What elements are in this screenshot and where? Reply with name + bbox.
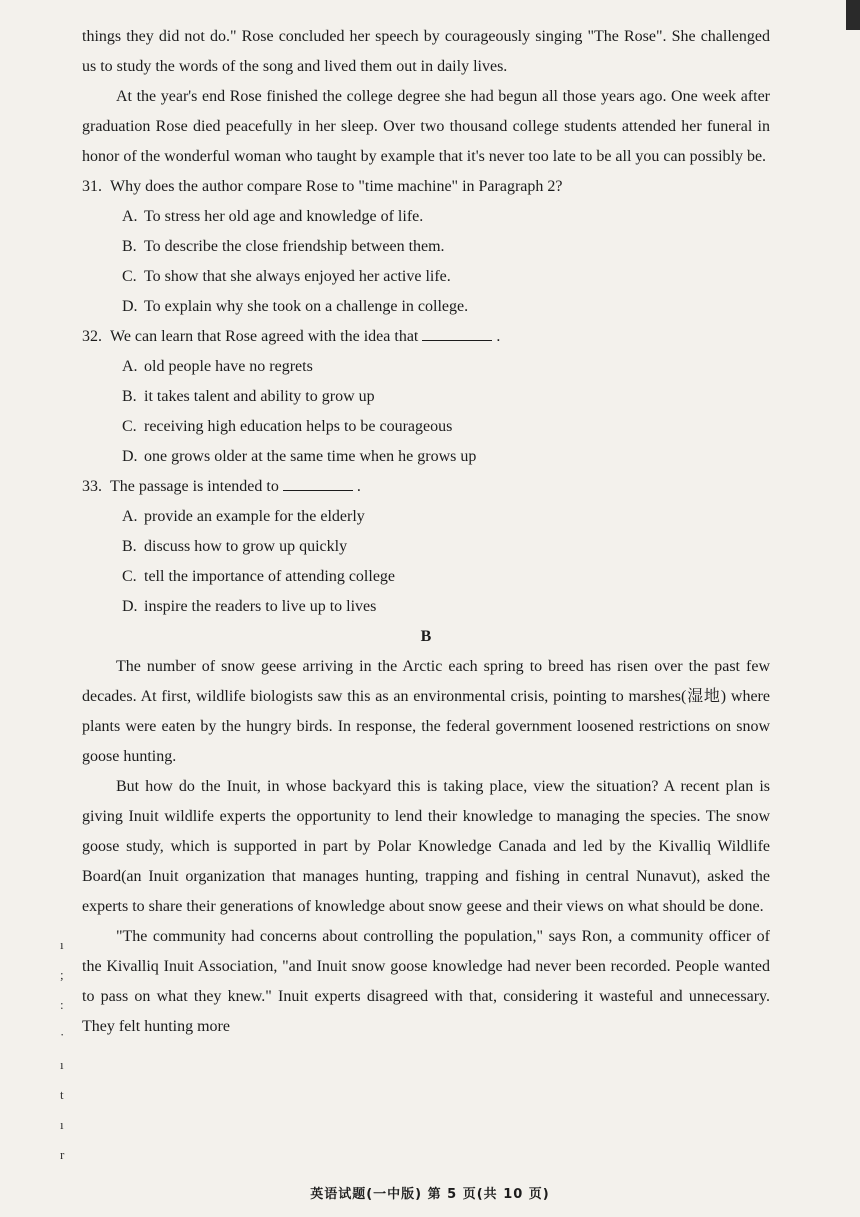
page-content — [82, 22, 770, 1042]
option-text: old people have no regrets — [144, 358, 313, 375]
passage-b-paragraph: "The community had concerns about controlling the population," says Ron, a community officer of the Kivalliq Inuit Association, "and Inuit snow goose knowledge had never been recorded. People wanted to pass on what they knew." Inuit experts disagreed with that, considering it wasteful and unnecessary. They felt hunting more — [82, 928, 770, 1035]
margin-mark: · — [60, 1027, 65, 1042]
margin-mark: r — [60, 1147, 65, 1162]
question-stem — [82, 322, 770, 352]
option-letter: C. — [122, 568, 137, 585]
question-text: The passage is intended to — [110, 478, 279, 495]
option-letter: C. — [122, 418, 137, 435]
margin-mark: ; — [60, 967, 64, 982]
option-letter: B. — [122, 238, 137, 255]
answer-blank — [283, 476, 353, 491]
option-letter: D. — [122, 298, 138, 315]
option-letter: A. — [122, 358, 138, 375]
option-text: tell the importance of attending college — [144, 568, 396, 585]
answer-option — [122, 442, 770, 472]
passage-a-paragraph: things they did not do." Rose concluded her speech by courageously singing "The Rose". She challenged us to study the words of the song and lived them out in daily lives. — [82, 28, 770, 75]
question-list — [82, 172, 770, 622]
option-text: To stress her old age and knowledge of life. — [144, 208, 424, 225]
margin-mark: : — [60, 997, 64, 1012]
section-heading: B — [420, 628, 432, 645]
question-number: 31. — [82, 178, 102, 195]
margin-mark: t — [60, 1087, 64, 1102]
option-text: To describe the close friendship between them. — [144, 238, 445, 255]
option-letter: D. — [122, 448, 138, 465]
answer-option — [122, 202, 770, 232]
question-text-end: . — [356, 478, 361, 495]
option-letter: C. — [122, 268, 137, 285]
question-text: Why does the author compare Rose to "time machine" in Paragraph 2? — [110, 178, 563, 195]
answer-option — [122, 292, 770, 322]
answer-option — [122, 562, 770, 592]
option-text: discuss how to grow up quickly — [144, 538, 348, 555]
answer-option — [122, 592, 770, 622]
option-list — [122, 202, 770, 322]
answer-option — [122, 532, 770, 562]
answer-option — [122, 352, 770, 382]
question-number: 33. — [82, 478, 102, 495]
option-text: inspire the readers to live up to lives — [144, 598, 377, 615]
answer-option — [122, 502, 770, 532]
question-text-end: . — [496, 328, 501, 345]
answer-option — [122, 382, 770, 412]
answer-option — [122, 412, 770, 442]
option-letter: D. — [122, 598, 138, 615]
answer-option — [122, 262, 770, 292]
margin-mark: ı — [60, 1057, 64, 1072]
option-text: receiving high education helps to be courageous — [144, 418, 453, 435]
passage-b-paragraph: But how do the Inuit, in whose backyard this is taking place, view the situation? A recent plan is giving Inuit wildlife experts the opportunity to lend their knowledge to managing the species. The snow goose study, which is supported in part by Polar Knowledge Canada and led by the Kivalliq Wildlife Board(an Inuit organization that manages hunting, trapping and fishing in central Nunavut), asked the experts to share their generations of knowledge about snow geese and their views on what should be done. — [82, 778, 770, 915]
option-text: To explain why she took on a challenge in college. — [144, 298, 469, 315]
margin-marks — [60, 930, 72, 1170]
option-letter: A. — [122, 208, 138, 225]
option-text: one grows older at the same time when he grows up — [144, 448, 477, 465]
question-text: We can learn that Rose agreed with the idea that — [110, 328, 419, 345]
binding-edge-mark — [846, 0, 860, 30]
option-letter: A. — [122, 508, 138, 525]
option-text: To show that she always enjoyed her active life. — [144, 268, 451, 285]
option-list — [122, 502, 770, 622]
margin-mark: ı — [60, 937, 64, 952]
margin-mark: ı — [60, 1117, 64, 1132]
answer-blank — [422, 326, 492, 341]
option-text: provide an example for the elderly — [144, 508, 365, 525]
option-letter: B. — [122, 388, 137, 405]
question-stem — [82, 472, 770, 502]
answer-option — [122, 232, 770, 262]
question-number: 32. — [82, 328, 102, 345]
question-stem — [82, 172, 770, 202]
option-letter: B. — [122, 538, 137, 555]
page-footer: 英语试题(一中版) 第 5 页(共 10 页) — [310, 1187, 550, 1202]
option-list — [122, 352, 770, 472]
passage-b-paragraph: The number of snow geese arriving in the Arctic each spring to breed has risen over the past few decades. At first, wildlife biologists saw this as an environmental crisis, pointing to marshes(湿地) where plants were eaten by the hungry birds. In response, the federal government loosened restrictions on snow goose hunting. — [82, 658, 770, 765]
option-text: it takes talent and ability to grow up — [144, 388, 375, 405]
passage-a-paragraph: At the year's end Rose finished the college degree she had begun all those years ago. One week after graduation Rose died peacefully in her sleep. Over two thousand college students attended her funeral in honor of the wonderful woman who taught by example that it's never too late to be all you can possibly be. — [82, 88, 770, 165]
